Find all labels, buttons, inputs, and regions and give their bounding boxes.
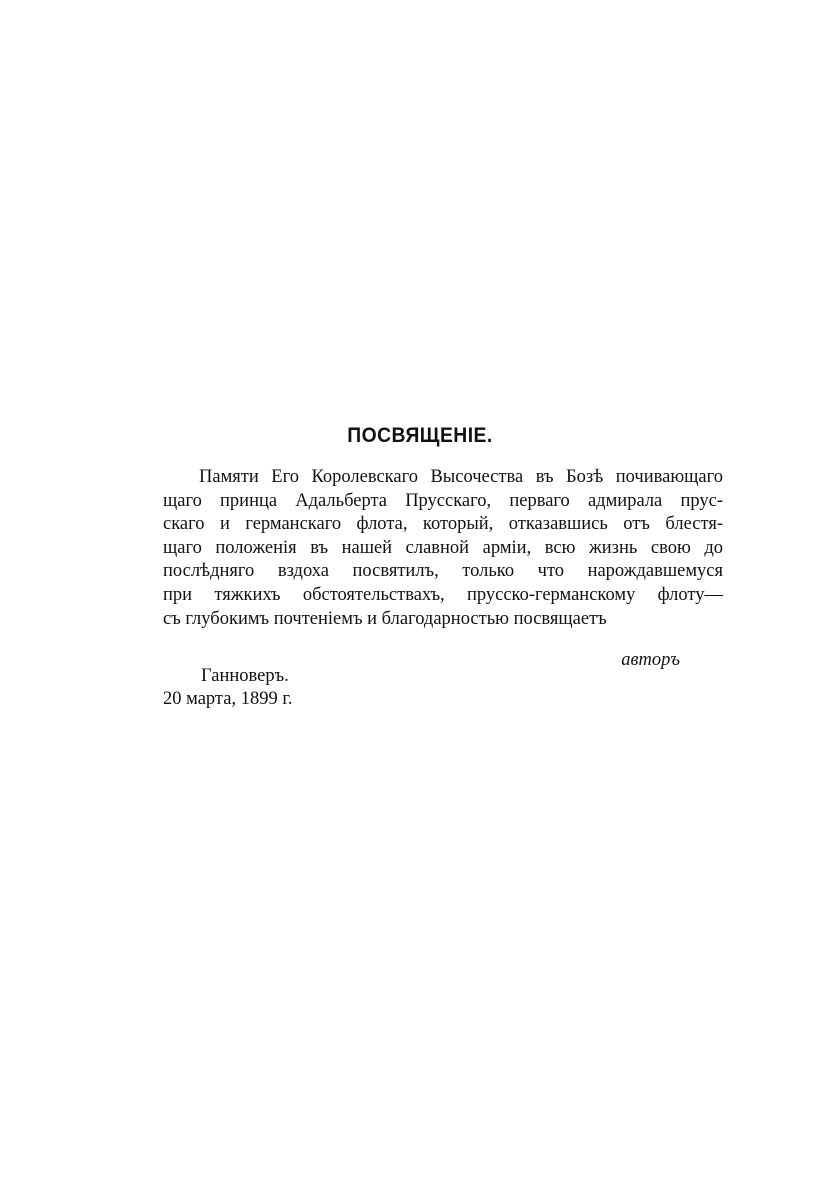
place-line: Ганноверъ.	[201, 666, 289, 686]
author-signature: авторъ	[621, 650, 680, 670]
page-title: ПОСВЯЩЕНІЕ.	[347, 424, 493, 447]
paragraph-line: при тяжкихъ обстоятельствахъ, прусско-германскому флоту—	[163, 584, 723, 605]
paragraph-line: Памяти Его Королевскаго Высочества въ Бозѣ почивающаго	[199, 467, 723, 487]
paragraph-line: щаго положенія въ нашей славной арміи, всю жизнь свою до	[163, 537, 723, 558]
dedication-paragraph	[163, 466, 723, 631]
paragraph-line: щаго принца Адальберта Прусскаго, перваго адмирала прус-	[163, 490, 723, 511]
paragraph-line: скаго и германскаго флота, который, отказавшись отъ блестя-	[163, 514, 723, 535]
paragraph-line: послѣдняго вздоха посвятилъ, только что нарождавшемуся	[163, 561, 723, 582]
paragraph-line: съ глубокимъ почтеніемъ и благодарностью посвящаетъ	[163, 608, 607, 629]
date-line: 20 марта, 1899 г.	[163, 689, 293, 709]
